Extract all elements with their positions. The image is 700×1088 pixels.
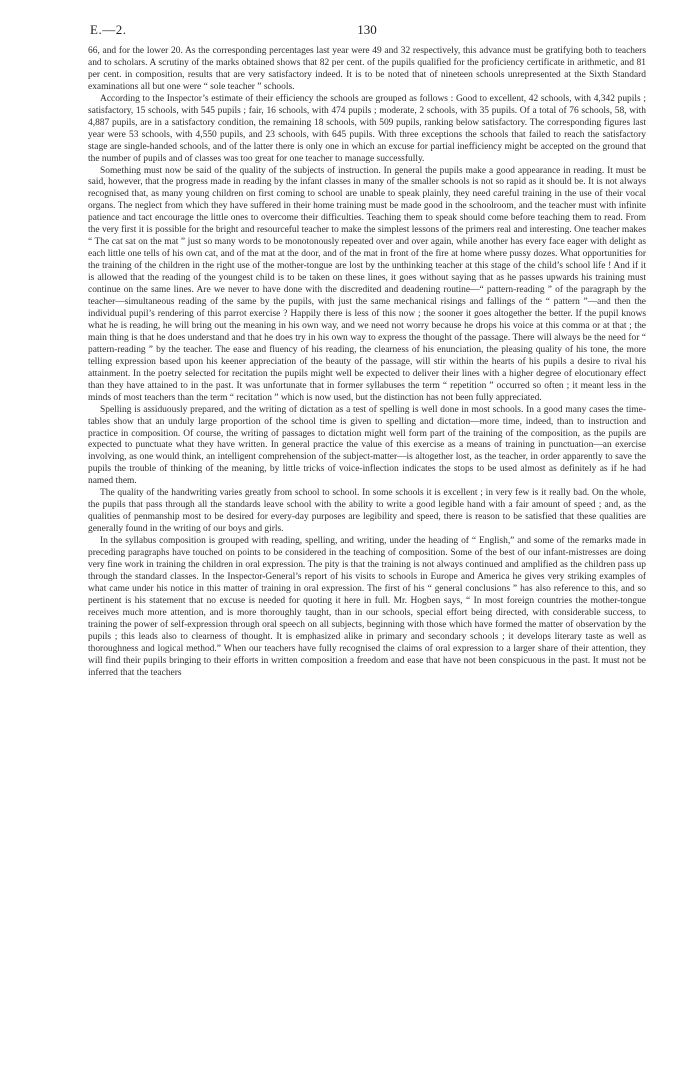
paragraph-4: Spelling is assiduously prepared, and the writing of dictation as a test of spelling is well done in most schools. In a good many cases the time-tables show that an unduly large proportion of the school time is given to spelling and dictation—more time, indeed, than to instruction and practice in composition. Of course, the writing of passages to dictation might well form part of the training of the composition, as the pupils are expected to punctuate what they have written. In general practice the value of this exercise as a means of training in punctuation—an exercise involving, as one would think, an intelligent comprehension of the subject-matter—is altogether lost, as the teacher, in order apparently to save the pupils the trouble of thinking of the meaning, by little tricks of voice-inflection indicates the stops to be used almost as definitely as if he had named them.	[88, 404, 646, 487]
paragraph-2: According to the Inspector’s estimate of their efficiency the schools are grouped as follows : Good to excellent, 42 schools, with 4,342 pupils ; satisfactory, 15 schools, with 545 pupils ; fair, 16 schools, with 474 pupils ; moderate, 2 schools, with 35 pupils. Of a total of 76 schools, 58, with 4,887 pupils, are in a satisfactory condition, the remaining 18 schools, with 509 pupils, ranking below satisfactory. The corresponding figures last year were 53 schools, with 4,550 pupils, and 23 schools, with 645 pupils. With three exceptions the schools that failed to reach the satisfactory stage are single-handed schools, and of the latter there is only one in which an excuse for partial inefficiency might be accepted on the ground that the number of pupils and of classes was too great for one teacher to manage successfully.	[88, 93, 646, 164]
document-reference: E.—2.	[90, 22, 127, 37]
page-number: 130	[357, 22, 377, 37]
page-header	[88, 20, 646, 46]
paragraph-1: 66, and for the lower 20. As the corresponding percentages last year were 49 and 32 respectively, this advance must be gratifying both to teachers and to scholars. A scrutiny of the marks obtained shows that 82 per cent. of the pupils qualified for the proficiency certificate in arithmetic, and 81 per cent. in composition, results that are very satisfactory indeed. It is to be noted that of nineteen schools unrepresented at the Sixth Standard examinations all but one were “ sole teacher ” schools.	[88, 46, 646, 92]
document-page	[88, 20, 646, 680]
body-text	[88, 46, 646, 680]
paragraph-5: The quality of the handwriting varies greatly from school to school. In some schools it is excellent ; in very few is it really bad. On the whole, the pupils that pass through all the standards leave school with the ability to write a good legible hand with a fair amount of speed ; and, as the qualities of penmanship most to be desired for every-day purposes are legibility and speed, there is reason to be satisfied that these qualities are generally found in the writing of our boys and girls.	[88, 488, 646, 535]
paragraph-3: Something must now be said of the quality of the subjects of instruction. In general the pupils make a good appearance in reading. It must be said, however, that the progress made in reading by the infant classes in many of the smaller schools is not so rapid as it should be. It is not always recognised that, as many young children on first coming to school are unable to speak plainly, they need careful training in the use of their vocal organs. The neglect from which they have suffered in their home training must be made good in the schoolroom, and the teacher must with infinite patience and tact encourage the little ones to overcome their difficulties. Teaching them to speak should come before teaching them to read. From the very first it is possible for the bright and resourceful teacher to make the simplest lessons of the primers real and interesting. One teacher makes “ The cat sat on the mat ” just so many words to be monotonously repeated over and over again, while another has every face eager with delight as each little one tells of his own cat, and of the mat at the door, and of the mat in front of the fire at home where pussy dozes. What opportunities for the training of the children in the right use of the mother-tongue are lost by the unthinking teacher at this stage of the child’s school life ! And if it is allowed that the reading of the youngest child is to be taken on these lines, it goes without saying that as he passes upwards his training must continue on the same lines. Are we never to have done with the discredited and deadening routine—“ pattern-reading ” of the paragraph by the teacher—simultaneous reading of the same by the pupils, with just the same mechanical risings and fallings of the “ pattern ”—and then the individual pupil’s rendering of this parrot exercise ? Happily there is less of this now ; the sooner it goes altogether the better. If the pupil knows what he is reading, he will bring out the meaning in his own way, and we need not worry because he drops his voice at this comma or at that ; the main thing is that he does understand and that he does try in his own way to express the thought of the passage. There will always be the need for “ pattern-reading ” by the teacher. The ease and fluency of his reading, the clearness of his enunciation, the pleasing quality of his tone, the more telling expression based upon his keener appreciation of the beauty of the passage, will stir within the hearts of his pupils a desire to rival his attainment. In the poetry selected for recitation the pupils might well be expected to deliver their lines with a higher degree of elocutionary effect than they have attained to in the past. It was unfortunate that in former syllabuses the term “ repetition ” occurred so often ; it meant less in the minds of most teachers than the term “ recitation ” which is now used, but the distinction has not been fully appreciated.	[88, 165, 646, 403]
paragraph-6: In the syllabus composition is grouped with reading, spelling, and writing, under the heading of “ English,” and some of the remarks made in preceding paragraphs have touched on points to be considered in the teaching of composition. Some of the best of our infant-mistresses are doing very fine work in training the children in oral expression. The pity is that the training is not always continued and amplified as the children pass up through the standard classes. In the Inspector-General’s report of his visits to schools in Europe and America he gives very striking examples of what came under his notice in this matter of training in oral expression. The first of his “ general conclusions ” has also reference to this, and so pertinent is his statement that no excuse is needed for quoting it here in full. Mr. Hogben says, “ In most foreign countries the mother-tongue receives much more attention, and is more thoroughly taught, than in our schools, special effort being directed, with considerable success, to training the power of self-expression through oral speech on all subjects, beginning with those which have formed the matter of observation by the pupils ; this leads also to clearness of thought. It is emphasized alike in primary and secondary schools ; it develops literary taste as well as thoroughness and logical method.” When our teachers have fully recognised the claims of oral expression to a larger share of their attention, they will find their pupils bringing to their efforts in written composition a freedom and ease that have not been conspicuous in the past. It must not be inferred that the teachers	[88, 536, 646, 678]
